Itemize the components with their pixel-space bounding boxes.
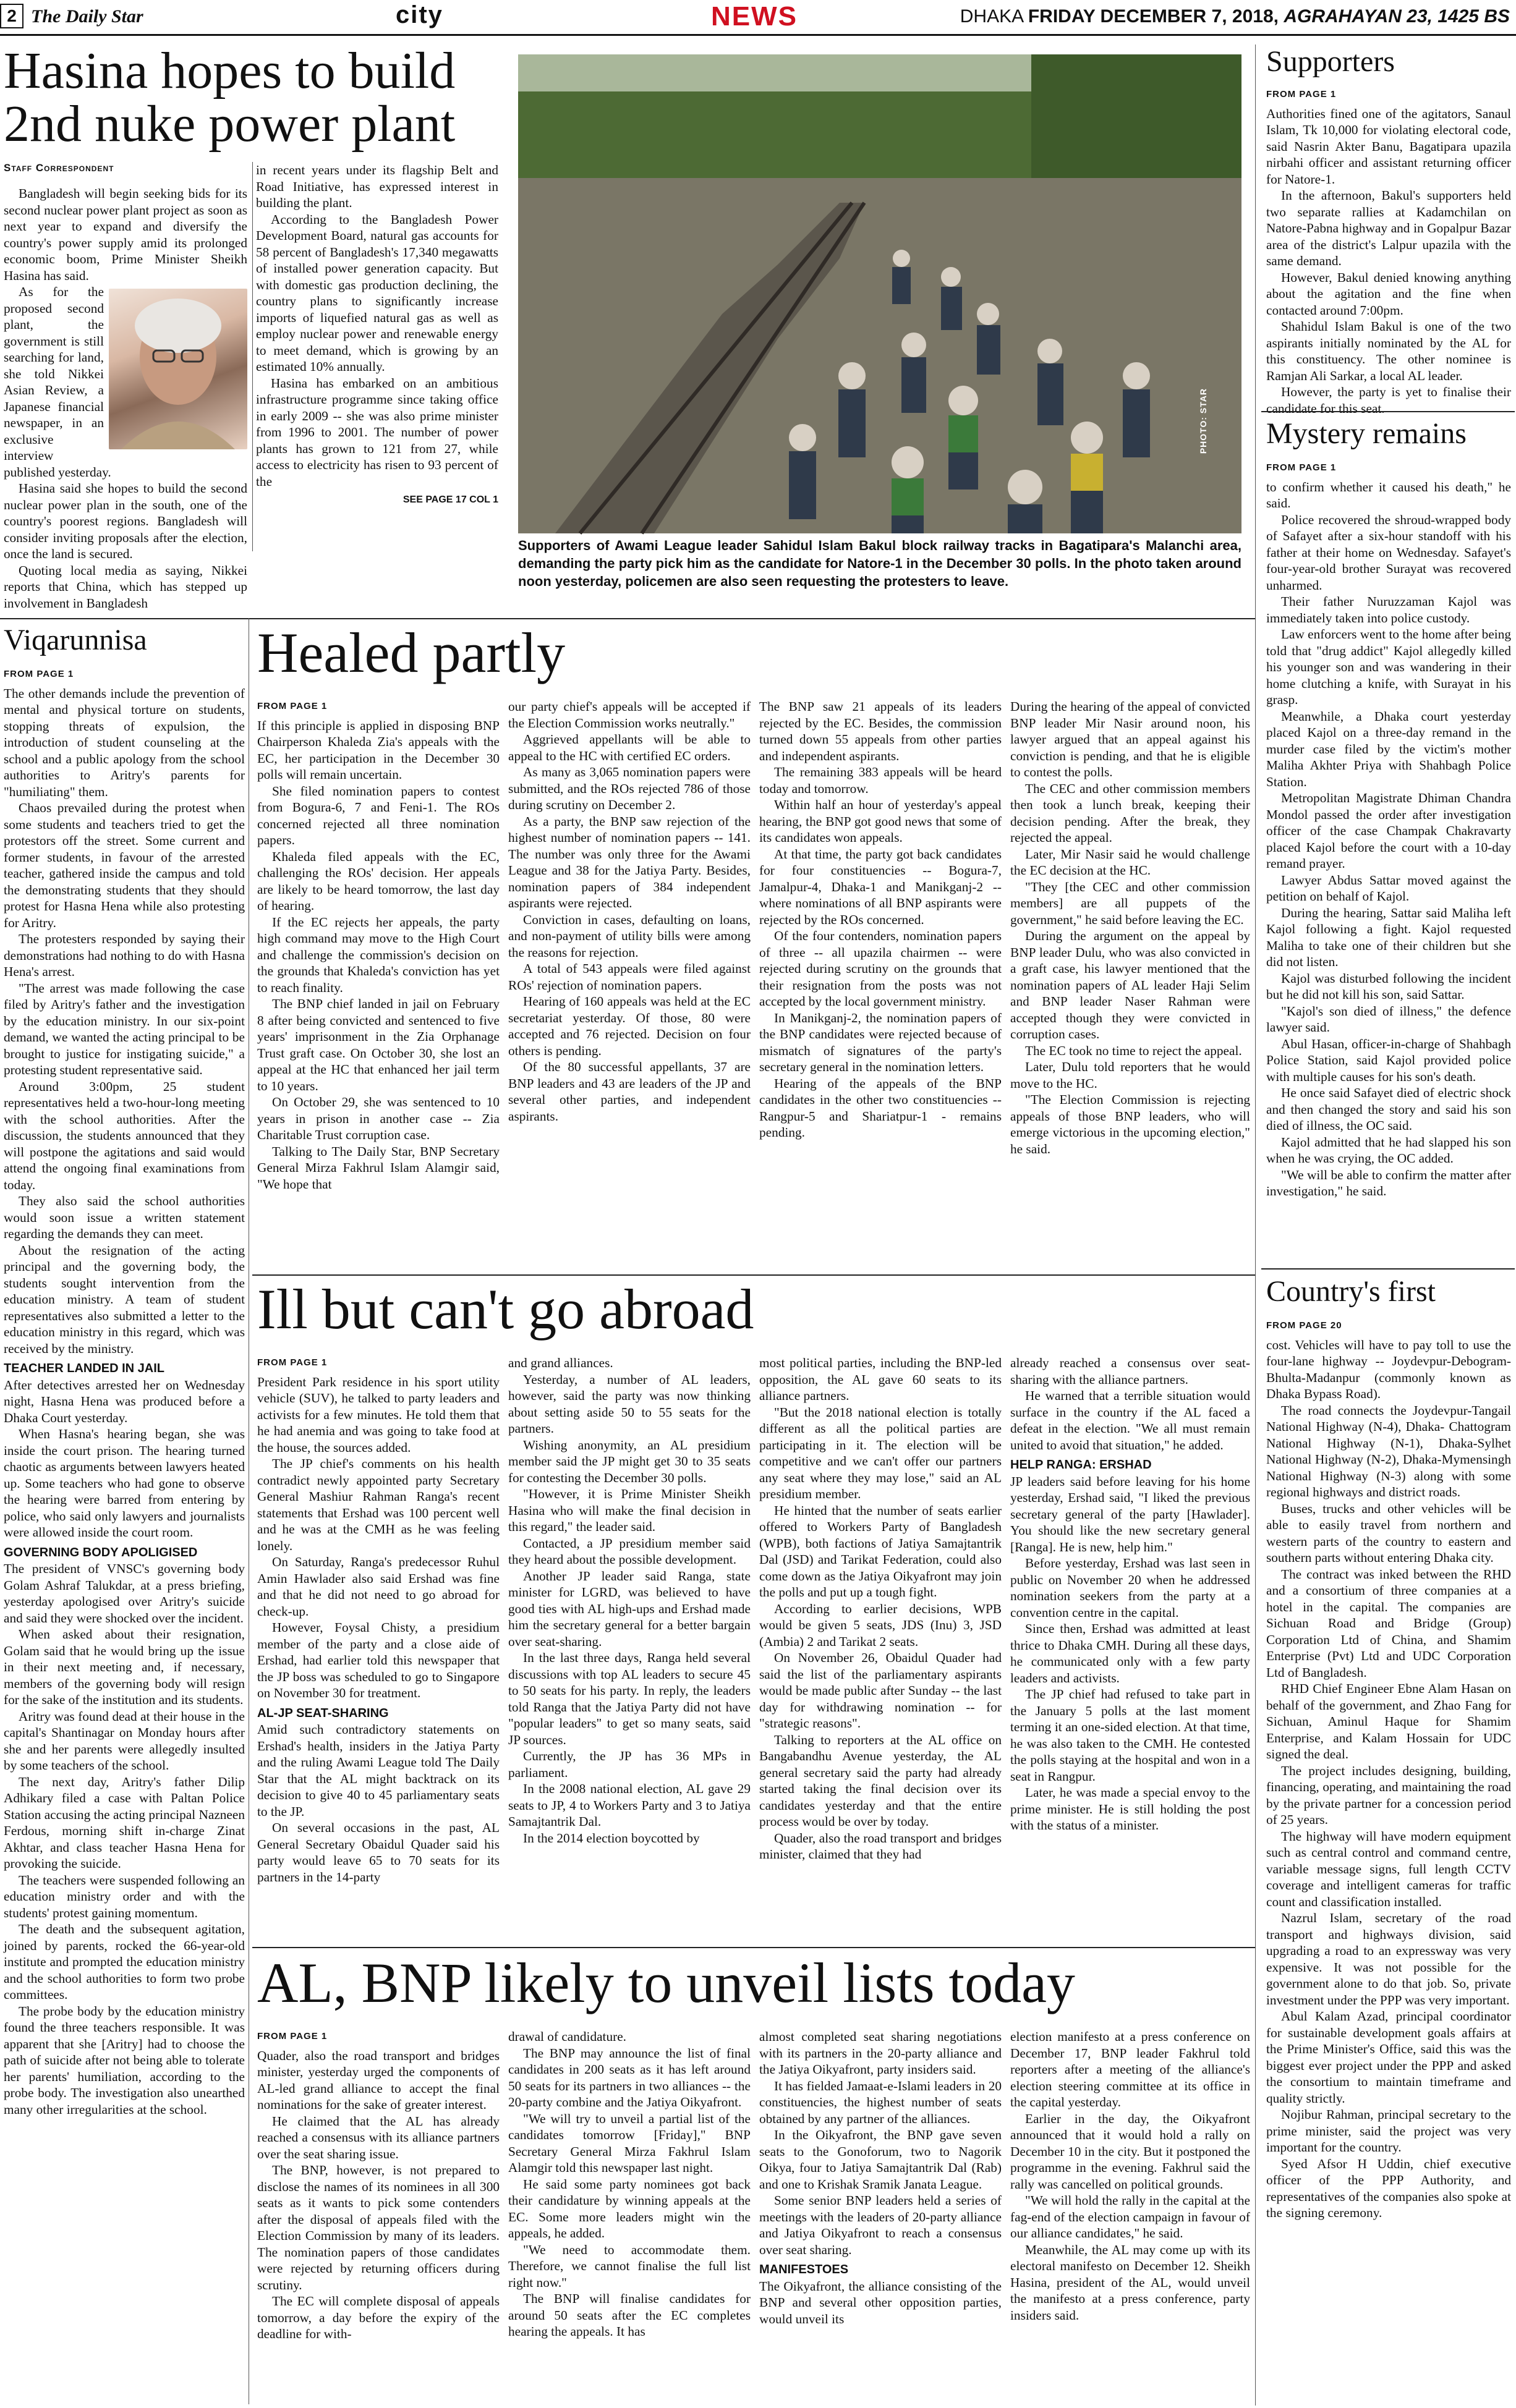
healed-paragraph: Conviction in cases, defaulting on loans, and non-payment of utility bills were among the reasons for rejection. — [508, 912, 751, 960]
albnp-headline: AL, BNP likely to unveil lists today — [257, 1951, 1075, 2014]
albnp-paragraph: "We will try to unveil a partial list of the candidates tomorrow [Friday]," BNP Secretary General Mirza Fakhrul Islam Alamgir told this newspaper last night. — [508, 2111, 751, 2175]
albnp-column-3 — [759, 2029, 1002, 2406]
country-paragraph: RHD Chief Engineer Ebne Alam Hasan on behalf of the government, and Zhao Fang for Sichuan, Aminul Haque for Shamim Enterprise, and Kalam Hossain for UDC signed the deal. — [1266, 1681, 1511, 1761]
lead-column-1 — [4, 185, 247, 611]
healed-paragraph: She filed nomination papers to contest from Bogura-6, 7 and Feni-1. The ROs concerned rejected all three nomination papers. — [257, 783, 500, 847]
ill-paragraph: On November 26, Obaidul Quader had said the list of the parliamentary aspirants would be made public after Sunday -- the last day for withdrawing nomination -- for "strategic reasons". — [759, 1650, 1002, 1731]
healed-paragraph: Of the four contenders, nomination papers of three -- all upazila chairmen -- were rejected during scrutiny on the grounds that their resignation from the posts was not accepted by the local government ministry. — [759, 928, 1002, 1009]
ill-paragraph: "However, it is Prime Minister Sheikh Hasina who will make the final decision in this regard," the leader said. — [508, 1486, 751, 1534]
dateline — [960, 6, 1510, 27]
photo-caption: Supporters of Awami League leader Sahidul Islam Bakul block railway tracks in Bagatipara's Malanchi area, demanding the party pick him as the candidate for Natore-1 in the December 30 polls. In the photo taken around noon yesterday, policemen are also seen requesting the protesters to leave. — [518, 538, 1241, 589]
ill-column-4 — [1010, 1355, 1250, 1936]
healed-paragraph: Hearing of 160 appeals was held at the EC secretariat yesterday. Of those, 80 were accepted and 76 rejected. Decision on four others is pending. — [508, 994, 751, 1058]
mystery-paragraph: During the hearing, Sattar said Maliha left Kajol following a fight. Kajol requested Maliha to take one of their children but she did not listen. — [1266, 905, 1511, 969]
albnp-paragraph: drawal of candidature. — [508, 2029, 626, 2044]
country-paragraph: Syed Afsor H Uddin, chief executive officer of the PPP Authority, and representatives of the companies also spoke at the signing ceremony. — [1266, 2156, 1511, 2220]
news-photo — [518, 54, 1241, 533]
albnp-paragraph: It has fielded Jamaat-e-Islami leaders in 20 constituencies, the highest number of seats obtained by any partner of the alliances. — [759, 2078, 1002, 2126]
mystery-paragraph: "Kajol's son died of illness," the defence lawyer said. — [1266, 1003, 1511, 1035]
healed-paragraph: Of the 80 successful appellants, 37 are BNP leaders and 43 are leaders of the JP and several other parties, and independent aspirants. — [508, 1059, 751, 1124]
ill-paragraph: most political parties, including the BNP-led opposition, the AL gave 60 seats to its alliance partners. — [759, 1355, 1002, 1403]
mystery-paragraph: Lawyer Abdus Sattar moved against the petition on behalf of Kajol. — [1266, 872, 1511, 904]
albnp-column-2 — [508, 2029, 751, 2406]
ill-paragraph: According to earlier decisions, WPB would be given 5 seats, JDS (Inu) 3, JSD (Ambia) 2 and Tarikat 2 seats. — [759, 1601, 1002, 1649]
healed-paragraph: our party chief's appeals will be accepted if the Election Commission works neutrally." — [508, 699, 751, 731]
healed-paragraph: As a party, the BNP saw rejection of the highest number of nomination papers -- 141. The number was only three for the Awami League and 38 for the Jatiya Party. Besides, nomination papers of 384 independent aspirants were rejected. — [508, 813, 751, 910]
healed-paragraph: Talking to The Daily Star, BNP Secretary General Mirza Fakhrul Islam Alamgir said, "We hope that — [257, 1143, 500, 1192]
ill-paragraph: "But the 2018 national election is totally different as all the political parties are participating in it. The election will be competitive and we can't offer our partners any seat where they may lose," said an AL presidium member. — [759, 1404, 1002, 1501]
viqarunnisa-paragraph: "The arrest was made following the case filed by Aritry's father and the investigation by the education ministry. In our six-point demand, we wanted the acting principal to be brought to justice for instigating suicide," a protesting student representative said. — [4, 980, 245, 1077]
viqarunnisa-paragraph: Aritry was found dead at their house in the capital's Shantinagar on Monday hours after she and her parents were allegedly insulted by some teachers of the school. — [4, 1708, 245, 1773]
healed-paragraph: If this principle is applied in disposing BNP Chairperson Khaleda Zia's appeals with the EC, her participation in the December 30 polls will remain uncertain. — [257, 718, 500, 782]
lead-headline: Hasina hopes to build 2nd nuke power plant — [4, 42, 456, 153]
albnp-paragraph: He said some party nominees got back their candidature by winning appeals at the EC. Some more leaders might win the appeals, he added. — [508, 2176, 751, 2241]
healed-column-4 — [1010, 698, 1250, 1267]
ill-paragraph: Amid such contradictory statements on Ershad's health, insiders in the Jatiya Party and the ruling Awami League told The Daily Star that the AL might backtrack on its decision to give 40 to 45 parliamentary seats to the JP. — [257, 1722, 500, 1819]
healed-paragraph: On October 29, she was sentenced to 10 years in prison in another case -- Zia Charitable Trust corruption case. — [257, 1095, 500, 1142]
viqarunnisa-paragraph: Chaos prevailed during the protest when some students and teachers tried to get the protestors off the street. Some current and former students, in favour of the arrested teacher, gathered inside the campus and told the demonstrating students that they should protest for Hasna Hena while also protesting for Aritry. — [4, 800, 245, 930]
protest-photo-icon — [518, 54, 1241, 533]
dateline-date: FRIDAY DECEMBER 7, 2018, — [1028, 6, 1279, 27]
ill-subhead: AL-JP SEAT-SHARING — [257, 1706, 389, 1720]
viqarunnisa-paragraph: They also said the school authorities would soon issue a written statement regarding the demands they can meet. — [4, 1193, 245, 1241]
from-page-label: FROM PAGE 1 — [257, 1357, 328, 1368]
masthead — [0, 0, 1516, 36]
lead-column-2 — [256, 162, 498, 555]
viqarunnisa-paragraph: The protesters responded by saying their demonstrations had nothing to do with Hasna Hena's arrest. — [4, 931, 245, 979]
healed-headline: Healed partly — [257, 621, 566, 684]
healed-paragraph: "They [the CEC and other commission members] are all puppets of the government," he said before leaving the EC. — [1010, 879, 1250, 927]
ill-paragraph: President Park residence in his sport utility vehicle (SUV), he talked to party leaders and activists for a few minutes. He told them that he had anemia and was going to take food at the house, the sources added. — [257, 1374, 500, 1455]
viqarunnisa-headline: Viqarunnisa — [4, 624, 147, 656]
country-paragraph: Nazrul Islam, secretary of the road transport and highways division, said upgrading a road to an expressway was very expensive. It was not possible for the government alone to do that job. So, private investment under the PPP was very important. — [1266, 1910, 1511, 2007]
albnp-paragraph: election manifesto at a press conference on December 17, BNP leader Fakhrul told reporters after a meeting of the alliance's election steering committee at its office in the capital yesterday. — [1010, 2029, 1250, 2109]
country-paragraph: The highway will have modern equipment such as central control and command centre, variable message signs, full length CCTV coverage and intelligent cameras for traffic count and classification installed. — [1266, 1828, 1511, 1909]
lead-paragraph: Hasina has embarked on an ambitious infrastructure programme since taking office in early 2009 -- she was also prime minister from 1996 to 2001. The number of power plants has grown to 121 from 27, while access to electricity has risen to 93 percent of the — [256, 375, 498, 489]
supporters-story — [1266, 87, 1511, 416]
photo-credit: PHOTO: STAR — [1198, 388, 1208, 454]
healed-paragraph: The BNP chief landed in jail on February 8 after being convicted and sentenced to five years' imprisonment in the Zia Orphanage Trust graft case. On October 30, she lost an appeal at the HC that enhanced her jail term to 10 years. — [257, 996, 500, 1093]
portrait-icon — [109, 289, 247, 449]
ill-paragraph: In the 2014 election boycotted by — [523, 1830, 700, 1846]
healed-paragraph: The remaining 383 appeals will be heard today and tomorrow. — [759, 765, 1002, 796]
healed-paragraph: The BNP saw 21 appeals of its leaders rejected by the EC. Besides, the commission turned down 55 appeals from other parties and independent aspirants. — [759, 699, 1002, 763]
ill-paragraph: On several occasions in the past, AL General Secretary Obaidul Quader said his party would leave 65 to 70 seats for its partners in the 14-party — [257, 1820, 500, 1884]
supporters-paragraph: Authorities fined one of the agitators, Sanaul Islam, Tk 10,000 for violating electoral code, said Nasrin Akter Banu, Bagatipara upazila nirbahi officer and assistant returning officer for Natore-1. — [1266, 106, 1511, 187]
mystery-paragraph: Abul Hasan, officer-in-charge of Shahbagh Police Station, said Kajol provided police with multiple causes for his son's death. — [1266, 1036, 1511, 1084]
country-paragraph: Buses, trucks and other vehicles will be able to easily travel from northern and western parts of the country to eastern and southern parts without entering Dhaka city. — [1266, 1501, 1511, 1565]
albnp-paragraph: "We need to accommodate them. Therefore, we cannot finalise the full list right now." — [508, 2242, 751, 2290]
albnp-paragraph: Quader, also the road transport and bridges minister, yesterday urged the components of AL-led grand alliance to accept the final nominations for the sake of greater interest. — [257, 2048, 500, 2112]
mystery-paragraph: Their father Nuruzzaman Kajol was immediately taken into police custody. — [1266, 594, 1511, 625]
albnp-paragraph: almost completed seat sharing negotiations with its partners in the 20-party alliance and the Jatiya Oikyafront, party insiders said. — [759, 2029, 1002, 2077]
ill-paragraph: Wishing anonymity, an AL presidium member said the JP might get 30 to 35 seats for contesting the December 30 polls. — [508, 1437, 751, 1485]
healed-column-1 — [257, 698, 500, 1267]
mystery-paragraph: "We will be able to confirm the matter after investigation," he said. — [1266, 1167, 1511, 1198]
ill-column-1 — [257, 1355, 500, 1936]
mystery-paragraph: Metropolitan Magistrate Dhiman Chandra Mondol passed the order after investigation officer of the case Champak Chakravarty placed Kajol before the court with a 10-day remand prayer. — [1266, 791, 1511, 871]
ill-paragraph: Talking to reporters at the AL office on Bangabandhu Avenue yesterday, the AL general secretary said the party had already started taking the final decision over its candidates yesterday and that the entire process would be over by today. — [759, 1732, 1002, 1829]
ill-paragraph: However, Foysal Chisty, a presidium member of the party and a close aide of Ershad, had earlier told this newspaper that the JP boss was scheduled to go to Singapore on November 30 for treatment. — [257, 1620, 500, 1700]
supporters-paragraph: Shahidul Islam Bakul is one of the two aspirants initially nominated by the AL for this constituency. The other nominee is Ramjan Ali Sarkar, a local AL leader. — [1266, 319, 1511, 383]
paper-name: The Daily Star — [31, 6, 143, 27]
country-paragraph: Abul Kalam Azad, principal coordinator for sustainable development goals affairs at the Prime Minister's Office, said this was the biggest ever project under the PPP and asked the consortium to maintain timeframe and quality strictly. — [1266, 2009, 1511, 2106]
viqarunnisa-paragraph: The probe body by the education ministry found the three teachers responsible. It was apparent that she [Aritry] had to choose the path of suicide after not being able to tolerate her parents' humiliation, according to the probe body. The investigation also unearthed many other irregularities at the school. — [4, 2003, 245, 2117]
hasina-portrait — [109, 289, 247, 449]
albnp-paragraph: The EC will complete disposal of appeals tomorrow, a day before the expiry of the deadline for with- — [257, 2294, 500, 2341]
healed-paragraph: The EC took no time to reject the appeal. — [1025, 1043, 1242, 1058]
albnp-paragraph: Earlier in the day, the Oikyafront announced that it would hold a rally on December 10 in the city. But it postponed the programme in the evening. Fakhrul said the rally was cancelled on political grounds. — [1010, 2111, 1250, 2192]
ill-paragraph: The JP chief's comments on his health contradict newly appointed party Secretary General Mashiur Rahman Ranga's recent statements that Ershad was 100 percent well and he was at the CMH as he was feeling lonely. — [257, 1456, 500, 1553]
albnp-subhead: MANIFESTOES — [759, 2263, 849, 2276]
supporters-paragraph: In the afternoon, Bakul's supporters held two separate rallies at Kadamchilan on Natore-Pabna highway and in Gopalpur Bazar area of the district's Lalpur upazila with the same demand. — [1266, 188, 1511, 268]
ill-subhead: HELP RANGA: ERSHAD — [1010, 1458, 1152, 1472]
healed-column-3 — [759, 698, 1002, 1267]
viqarunnisa-paragraph: The teachers were suspended following an education ministry order and with the students' protest gaining momentum. — [4, 1872, 245, 1920]
albnp-paragraph: Some senior BNP leaders held a series of meetings with the leaders of 20-party alliance and Jatiya Oikyafront to reach a consensus over seat sharing. — [759, 2193, 1002, 2257]
ill-paragraph: On Saturday, Ranga's predecessor Ruhul Amin Hawlader also said Ershad was fine and that he did not need to go abroad for check-up. — [257, 1554, 500, 1619]
viqarunnisa-paragraph: Around 3:00pm, 25 student representatives held a two-hour-long meeting with the school authorities. After the discussion, the students announced that they will postpone the agitations and said would attend the ongoing final examinations from today. — [4, 1079, 245, 1192]
albnp-paragraph: Meanwhile, the AL may come up with its electoral manifesto on December 12. Sheikh Hasina, president of the AL, would unveil the manifesto at a press conference, party insiders said. — [1010, 2242, 1250, 2323]
lead-byline: Staff Correspondent — [4, 162, 114, 174]
healed-column-2 — [508, 698, 751, 1267]
healed-paragraph: In Manikganj-2, the nomination papers of the BNP candidates were rejected because of mismatch of signatures of the party's secretary general in the nomination letters. — [759, 1010, 1002, 1074]
country-paragraph: The project includes designing, building, financing, operating, and maintaining the road by the private partner for a concession period of 25 years. — [1266, 1763, 1511, 1827]
supporters-paragraph: However, Bakul denied knowing anything about the agitation and the fine when contacted around 7:00pm. — [1266, 269, 1511, 318]
lead-paragraph: Hasina said she hopes to build the second nuclear power plan in the south, one of the country's poorest regions. Bangladesh will consider inviting proposals after the election, once the land is secured. — [4, 481, 247, 561]
mystery-paragraph: to confirm whether it caused his death," he said. — [1266, 479, 1511, 511]
from-page-label: FROM PAGE 1 — [4, 669, 74, 679]
dateline-bengali: AGRAHAYAN 23, 1425 BS — [1284, 6, 1510, 27]
jump-link[interactable]: SEE PAGE 17 COL 1 — [402, 494, 498, 505]
viqarunnisa-paragraph: The president of VNSC's governing body Golam Ashraf Talukdar, at a press briefing, yesterday apologised over Aritry's suicide and said they were shocked over the incident. — [4, 1561, 245, 1626]
ill-paragraph: Contacted, a JP presidium member said they heard about the possible development. — [508, 1535, 751, 1567]
viqarunnisa-paragraph: The next day, Aritry's father Dilip Adhikary filed a case with Paltan Police Station accusing the acting principal Nazneen Ferdous, morning shift in-charge Zinat Akhtar, and class teacher Hasna Hena for provoking the suicide. — [4, 1774, 245, 1871]
supporters-paragraph: However, the party is yet to finalise their candidate for this seat. — [1266, 384, 1511, 416]
healed-paragraph: At that time, the party got back candidates for four constituencies -- Bogura-7, Jamalpur-4, Dhaka-1 and Manikganj-2 -- where nominations of all BNP aspirants were rejected by the ROs concerned. — [759, 846, 1002, 927]
albnp-column-4 — [1010, 2029, 1250, 2406]
viqarunnisa-story — [4, 666, 245, 2406]
albnp-paragraph: "We will hold the rally in the capital at the fag-end of the election campaign in favour of our alliance candidates," he said. — [1010, 2193, 1250, 2241]
supporters-headline: Supporters — [1266, 45, 1395, 78]
ill-paragraph: already reached a consensus over seat-sharing with the alliance partners. — [1010, 1355, 1250, 1387]
from-page-label: FROM PAGE 1 — [1266, 89, 1337, 100]
mystery-paragraph: Kajol admitted that he had slapped his son when he was crying, the OC added. — [1266, 1134, 1511, 1166]
mystery-paragraph: Meanwhile, a Dhaka court yesterday placed Kajol on a three-day remand in the murder case filed by the victim's mother Maliha Akhter Priya with Shahbagh Police Station. — [1266, 708, 1511, 789]
ill-headline: Ill but can't go abroad — [257, 1278, 754, 1341]
from-page-label: FROM PAGE 1 — [257, 701, 328, 711]
ill-column-2 — [508, 1355, 751, 1936]
from-page-label: FROM PAGE 20 — [1266, 1320, 1342, 1331]
healed-paragraph: Later, Dulu told reporters that he would move to the HC. — [1010, 1059, 1250, 1091]
viqarunnisa-paragraph: After detectives arrested her on Wednesday night, Hasna Hena was produced before a Dhaka Court yesterday. — [4, 1377, 245, 1425]
ill-paragraph: Quader, also the road transport and bridges minister, claimed that they had — [759, 1830, 1002, 1862]
mystery-story — [1266, 460, 1511, 1263]
ill-paragraph: Before yesterday, Ershad was last seen in public on November 20 when he addressed nomination seekers from the party at a convention centre in the capital. — [1010, 1556, 1250, 1620]
healed-paragraph: Later, Mir Nasir said he would challenge the EC decision at the HC. — [1010, 846, 1250, 878]
viqarunnisa-paragraph: The death and the subsequent agitation, joined by parents, rocked the 66-year-old institute and prompted the education ministry and the school authorities to form two probe committees. — [4, 1922, 245, 2002]
section-label: city — [396, 1, 443, 28]
healed-paragraph: The CEC and other commission members then took a lunch break, keeping their decision pending. After the break, they rejected the appeal. — [1010, 781, 1250, 845]
mystery-paragraph: Kajol was disturbed following the incident but he did not kill his son, said Sattar. — [1266, 970, 1511, 1002]
lead-paragraph: Bangladesh will begin seeking bids for its second nuclear power plant project as soon as next year to expand and diversify the country's power supply amid its prolonged economic boom, Prime Minister Sheikh Hasina has said. — [4, 186, 247, 283]
ill-paragraph: Later, he was made a special envoy to the prime minister. He is still holding the post with the status of a minister. — [1010, 1785, 1250, 1833]
viqarunnisa-paragraph: The other demands include the prevention of mental and physical torture on students, stopping threats of expulsion, the introduction of student counseling at the school and a public apology from the school authorities to Aritry's parents for "humiliating" them. — [4, 685, 245, 799]
mystery-headline: Mystery remains — [1266, 417, 1467, 450]
albnp-paragraph: The BNP will finalise candidates for around 50 seats after the EC completes hearing the appeals. It has — [508, 2291, 751, 2339]
ill-paragraph: The JP chief had refused to take part in the January 5 polls at the last moment terming it an one-sided election. At that time, he was also taken to the CMH. He contested the polls staying at the hospital and won in a seat in Rangpur. — [1010, 1687, 1250, 1784]
lead-paragraph: According to the Bangladesh Power Development Board, natural gas accounts for 58 percent of Bangladesh's 17,340 megawatts of installed power generation capacity. But with domestic gas production declining, the country plans to significantly increase imports of liquefied natural gas as well as employ nuclear power and renewable energy to meet demand, which is growing by an estimated 10% annually. — [256, 211, 498, 374]
ill-paragraph: He hinted that the number of seats earlier offered to Workers Party of Bangladesh (WPB), both factions of Jatiya Samajtantrik Dal (JSD) and Tarikat Federation, could also come down as the Jatiya Oikyafront may join the polls and put up a tough fight. — [759, 1503, 1002, 1600]
mystery-paragraph: Law enforcers went to the home after being told that "drug addict" Kajol allegedly killed his younger son and was wandering in their home clutching a knife, with Surayat in his grasp. — [1266, 627, 1511, 707]
lead-paragraph: As for the proposed second plant, the government is still searching for land, she told Nikkei Asian Review, a Japanese financial newspaper, in an exclusive interview published yesterday. — [4, 284, 111, 480]
mystery-paragraph: He once said Safayet died of electric shock and then changed the story and said his son died of illness, the OC said. — [1266, 1085, 1511, 1133]
mystery-paragraph: Police recovered the shroud-wrapped body of Safayet after a six-hour standoff with his father at their home on Wednesday. Safayet's four-year-old brother Surayat was recovered unharmed. — [1266, 512, 1511, 593]
albnp-paragraph: The BNP may announce the list of final candidates in 200 seats as it has left around 50 seats for its partners in two alliances -- the 20-party combine and the Jatiya Oikyafront. — [508, 2045, 751, 2109]
healed-paragraph: Aggrieved appellants will be able to appeal to the HC with certified EC orders. — [508, 732, 751, 763]
ill-paragraph: Another JP leader said Ranga, state minister for LGRD, was believed to have good ties with AL high-ups and Ershad made him the secretary general for a better bargain over seat-sharing. — [508, 1568, 751, 1649]
page-number: 2 — [0, 4, 23, 28]
country-paragraph: Nojibur Rahman, principal secretary to the prime minister, said the project was very important for the country. — [1266, 2107, 1511, 2155]
viqarunnisa-paragraph: About the resignation of the acting principal and the governing body, the students sought intervention from the education ministry. A team of student representatives also submitted a letter to the education ministry in this regard, which was received by the ministry. — [4, 1242, 245, 1356]
dateline-city: DHAKA — [960, 6, 1023, 27]
albnp-paragraph: The BNP, however, is not prepared to disclose the names of its nominees in all 300 seats as it wants to pick some contenders after the disposal of appeals filed with the Election Commission by many of its leaders. The nomination papers of those candidates were rejected by returning officers during scrutiny. — [257, 2163, 500, 2292]
from-page-label: FROM PAGE 1 — [257, 2031, 328, 2041]
viqarunnisa-paragraph: When Hasna's hearing began, she was inside the court prison. The hearing turned chaotic as arguments between lawyers heated up. Some teachers who had gone to observe the hearing were barred from entering by police, who said only lawyers and journalists were allowed inside the court room. — [4, 1427, 245, 1540]
healed-paragraph: During the argument on the appeal by BNP leader Dulu, who was also convicted in a graft case, his lawyer mentioned that the nomination papers of AL leader Haji Selim and BNP leader Naser Rahman were accepted though they were convicted in corruption cases. — [1010, 928, 1250, 1041]
healed-paragraph: If the EC rejects her appeals, the party high command may move to the High Court and challenge the commission's decision on the grounds that Khaleda's conviction has yet to reach finality. — [257, 914, 500, 995]
country-story — [1266, 1318, 1511, 2406]
lead-paragraph: in recent years under its flagship Belt and Road Initiative, has expressed interest in building the plant. — [256, 163, 498, 210]
country-paragraph: The road connects the Joydevpur-Tangail National Highway (N-4), Dhaka- Chattogram National Highway (N-1), Dhaka-Sylhet National Highway (N-2), Dhaka-Mymensingh National Highway (N-3) along with some regional highways and district roads. — [1266, 1402, 1511, 1499]
healed-paragraph: Within half an hour of yesterday's appeal hearing, the BNP got good news that some of its candidates won appeals. — [759, 797, 1002, 845]
country-paragraph: The contract was inked between the RHD and a consortium of three companies at a hotel in the capital. The companies are Sichuan Road and Bridge (Group) Corporation Ltd of China, and Shamim Enterprise (Pvt) Ltd and UDC Corporation Ltd of Bangladesh. — [1266, 1566, 1511, 1680]
ill-paragraph: In the last three days, Ranga held several discussions with top AL leaders to secure 45 to 50 seats for his party. In reply, the leaders told Ranga that the Jatiya Party did not have "popular leaders" to get so many seats, said JP sources. — [508, 1650, 751, 1747]
healed-paragraph: During the hearing of the appeal of convicted BNP leader Mir Nasir around noon, his lawyer argued that an appeal against his conviction is pending, and that he is eligible to contest the polls. — [1010, 699, 1250, 779]
healed-paragraph: "The Election Commission is rejecting appeals of those BNP leaders, who will emerge victorious in the upcoming election," he said. — [1010, 1092, 1250, 1156]
country-paragraph: cost. Vehicles will have to pay toll to use the four-lane highway -- Joydevpur-Debogram-Bhulta-Madanpur (commonly known as Dhaka Bypass Road). — [1266, 1337, 1511, 1401]
healed-paragraph: A total of 543 appeals were filed against ROs' rejection of nomination papers. — [508, 961, 751, 993]
viqarunnisa-subhead: GOVERNING BODY APOLIGISED — [4, 1545, 198, 1559]
healed-paragraph: As many as 3,065 nomination papers were submitted, and the ROs rejected 786 of those during scrutiny on December 2. — [508, 765, 751, 812]
viqarunnisa-paragraph: When asked about their resignation, Golam said that he would bring up the issue in their next meeting and, if necessary, members of the governing body will resign for the sake of the institution and its students. — [4, 1627, 245, 1707]
category-label: NEWS — [711, 1, 798, 32]
from-page-label: FROM PAGE 1 — [1266, 462, 1337, 473]
ill-paragraph: He warned that a terrible situation would surface in the country if the AL faced a defeat in the election. "We all must remain united to avoid that situation," he added. — [1010, 1388, 1250, 1452]
ill-paragraph: JP leaders said before leaving for his home yesterday, Ershad said, "I liked the previous secretary general of the party [Hawlader]. You should like the new secretary general [Ranga]. He is new, help him." — [1010, 1473, 1250, 1554]
albnp-paragraph: The Oikyafront, the alliance consisting of the BNP and several other opposition parties, would unveil its — [759, 2278, 1002, 2326]
ill-paragraph: Yesterday, a number of AL leaders, however, said the party was now thinking about setting aside 50 to 55 seats for the partners. — [508, 1371, 751, 1436]
lead-paragraph: Quoting local media as saying, Nikkei reports that China, which has stepped up involvement in Bangladesh — [4, 562, 247, 611]
viqarunnisa-subhead: TEACHER LANDED IN JAIL — [4, 1362, 165, 1375]
healed-paragraph: Khaleda filed appeals with the EC, challenging the ROs' decision. Her appeals are likely to be heard tomorrow, the last day of hearing. — [257, 849, 500, 913]
ill-paragraph: and grand alliances. — [508, 1355, 613, 1370]
ill-column-3 — [759, 1355, 1002, 1936]
ill-paragraph: Since then, Ershad was admitted at least thrice to Dhaka CMH. During all these days, he communicated only with a few party leaders and activists. — [1010, 1621, 1250, 1685]
albnp-column-1 — [257, 2029, 500, 2406]
country-headline: Country's first — [1266, 1275, 1436, 1308]
healed-paragraph: Hearing of the appeals of the BNP candidates in the other two constituencies --Rangpur-5 and Shariatpur-1 - remains pending. — [759, 1075, 1002, 1140]
albnp-paragraph: In the Oikyafront, the BNP gave seven seats to the Gonoforum, two to Nagorik Oikya, four to Jatiya Samajtantrik Dal (Rab) and one to Krishak Sramik Janata League. — [759, 2127, 1002, 2192]
ill-paragraph: In the 2008 national election, AL gave 29 seats to JP, 4 to Workers Party and 3 to Jatiya Samajtantrik Dal. — [508, 1781, 751, 1829]
ill-paragraph: Currently, the JP has 36 MPs in parliament. — [508, 1749, 751, 1780]
albnp-paragraph: He claimed that the AL has already reached a consensus with its alliance partners over the seat sharing issue. — [257, 2113, 500, 2161]
